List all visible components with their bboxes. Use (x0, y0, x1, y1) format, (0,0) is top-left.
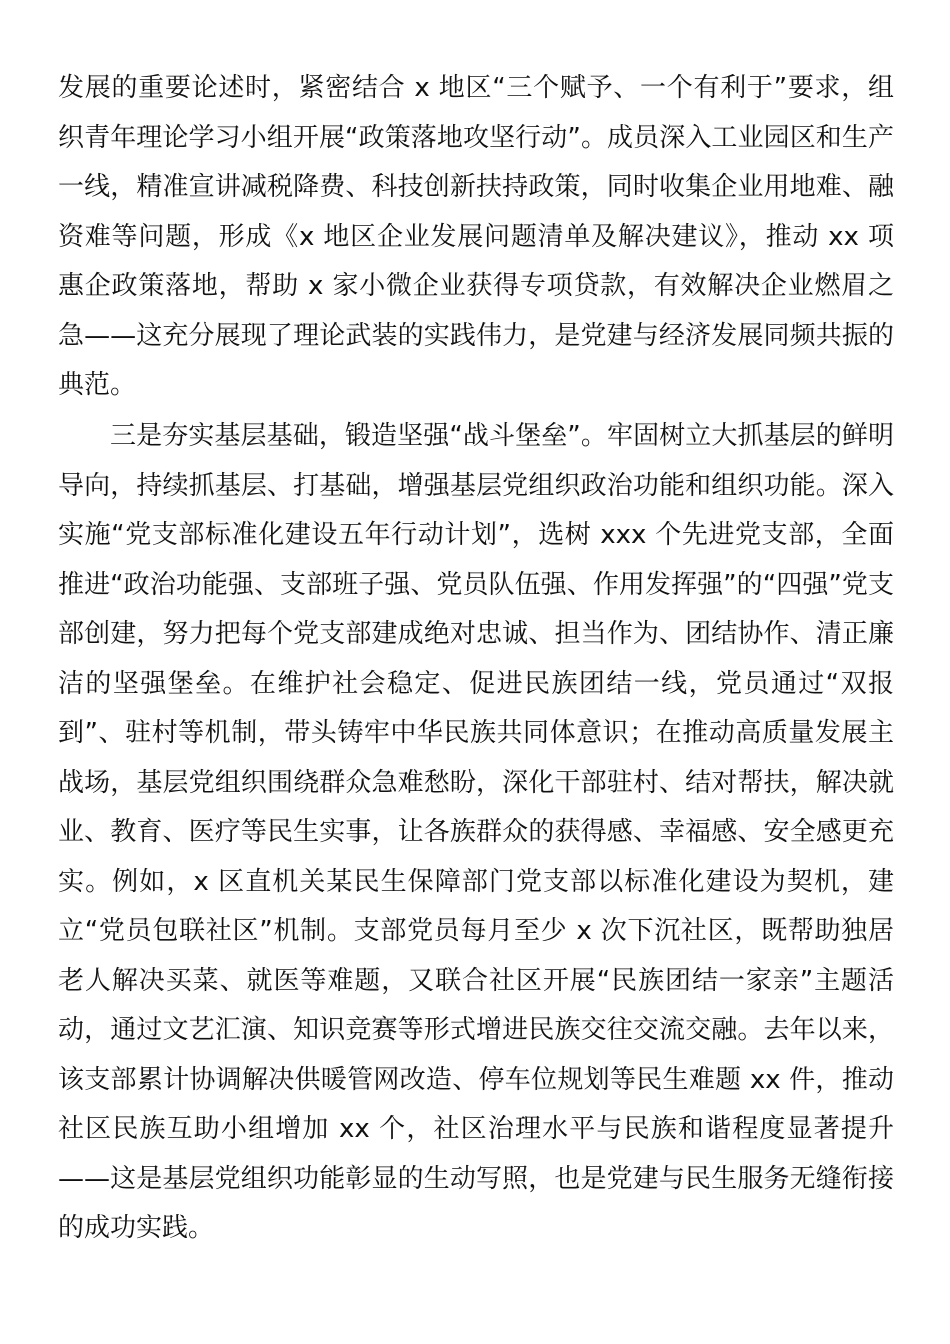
paragraph-continuation: 发展的重要论述时，紧密结合 x 地区“三个赋予、一个有利于”要求，组织青年理论学习小组开展“政策落地攻坚行动”。成员深入工业园区和生产一线，精准宣讲减税降费、科技创新扶持政策，同时收集企业用地难、融资难等问题，形成《x 地区企业发展问题清单及解决建议》，推动 xx 项惠企政策落地，帮助 x 家小微企业获得专项贷款，有效解决企业燃眉之急——这充分展现了理论武装的实践伟力，是党建与经济发展同频共振的典范。 (58, 73, 894, 400)
paragraph-three: 三是夯实基层基础，锻造坚强“战斗堡垒”。牢固树立大抓基层的鲜明导向，持续抓基层、打基础，增强基层党组织政治功能和组织功能。深入实施“党支部标准化建设五年行动计划”，选树 xxx 个先进党支部，全面推进“政治功能强、支部班子强、党员队伍强、作用发挥强”的“四强”党支部创建，努力把每个党支部建成绝对忠诚、担当作为、团结协作、清正廉洁的坚强堡垒。在维护社会稳定、促进民族团结一线，党员通过“双报到”、驻村等机制，带头铸牢中华民族共同体意识；在推动高质量发展主战场，基层党组织围绕群众急难愁盼，深化干部驻村、结对帮扶，解决就业、教育、医疗等民生实事，让各族群众的获得感、幸福感、安全感更充实。例如，x 区直机关某民生保障部门党支部以标准化建设为契机，建立“党员包联社区”机制。支部党员每月至少 x 次下沉社区，既帮助独居老人解决买菜、就医等难题，又联合社区开展“民族团结一家亲”主题活动，通过文艺汇演、知识竞赛等形式增进民族交往交流交融。去年以来，该支部累计协调解决供暖管网改造、停车位规划等民生难题 xx 件，推动社区民族互助小组增加 xx 个，社区治理水平与民族和谐程度显著提升——这是基层党组织功能彰显的生动写照，也是党建与民生服务无缝衔接的成功实践。 (58, 421, 894, 1243)
